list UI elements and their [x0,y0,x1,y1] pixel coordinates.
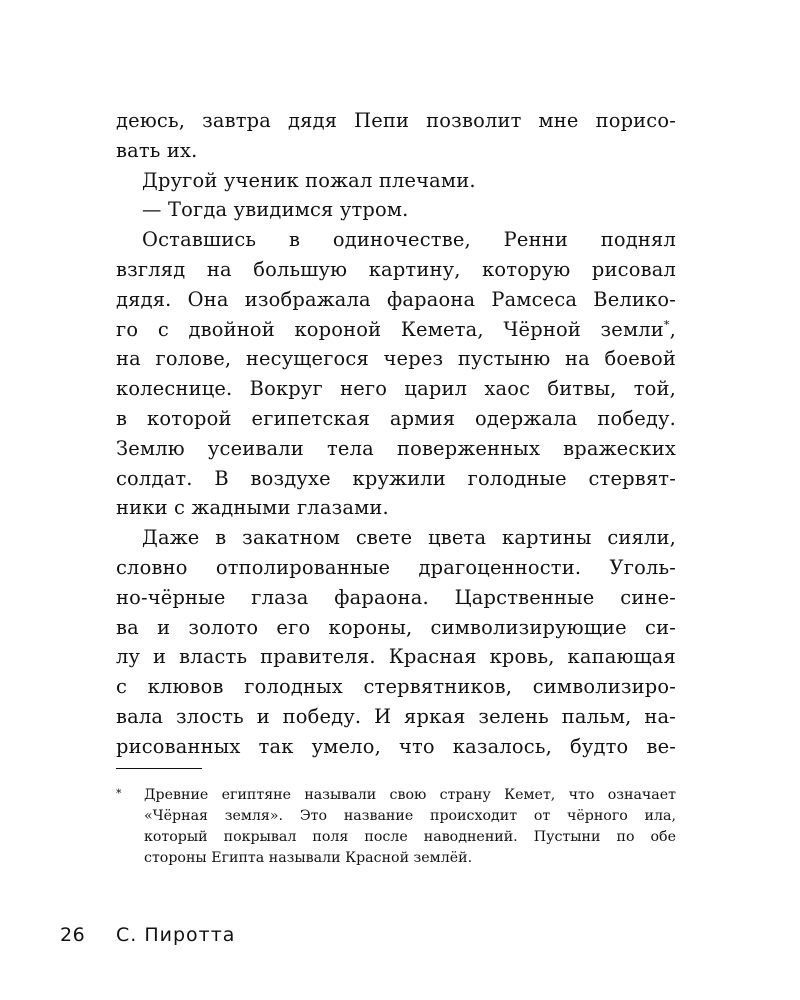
text-line: рисованных так умело, что казалось, будто ве- [116,734,676,758]
footnote-reference: * [663,318,670,332]
text-line: Землю усеивали тела поверженных вражеских [116,436,676,460]
main-text [116,106,676,762]
text-line: солдат. В воздухе кружили голодные стервят- [116,466,676,490]
footnote-line: стороны Египта называли Красной землёй. [144,850,473,866]
text-line: в которой египетская армия одержала победу. [116,406,676,430]
text-line: дядя. Она изображала фараона Рамсеса Велико- [116,287,676,311]
text-line: — Тогда увидимся утром. [142,198,409,222]
text-line: деюсь, завтра дядя Пепи позволит мне порисо- [116,109,676,132]
footnote-line: который покрывал поля после наводнений. Пустыни по обе [144,829,676,845]
text-line: Даже в закатном свете цвета картины сияли, [142,526,676,550]
text-line-content: го с двойной короной Кемета, Чёрной земли [116,317,664,341]
page-number: 26 [60,924,86,946]
text-line: вать их. [116,138,198,162]
footnote-marker: * [116,787,122,800]
text-line: Оставшись в одиночестве, Ренни поднял [142,228,676,252]
text-line: но-чёрные глаза фараона. Царственные сине- [116,585,676,609]
text-line: с клювов голодных стервятников, символизиро- [116,675,676,699]
footnote [116,785,676,869]
footnote-text [144,785,676,869]
footnote-line: Древние египтяне называли свою страну Кемет, что означает [144,787,676,803]
text-line: взгляд на большую картину, которую рисовал [116,257,676,281]
text-line: вала злость и победу. И яркая зелень пальм, на- [116,704,676,728]
text-line: ники с жадными глазами. [116,496,389,520]
text-line: ва и золото его короны, символизирующие си- [116,615,676,639]
text-line: го с двойной короной Кемета, Чёрной земли*, [116,317,676,341]
footnote-divider [116,768,202,769]
text-line: Другой ученик пожал плечами. [142,168,476,192]
running-head-author: С. Пиротта [116,924,236,946]
text-line: словно отполированные драгоценности. Уголь- [116,555,676,579]
text-line: на голове, несущегося через пустыню на боевой [116,347,676,371]
text-line: колеснице. Вокруг него царил хаос битвы, той, [116,377,676,401]
footnote-line: «Чёрная земля». Это название происходит от чёрного ила, [144,808,676,824]
text-line: лу и власть правителя. Красная кровь, капающая [116,645,676,669]
